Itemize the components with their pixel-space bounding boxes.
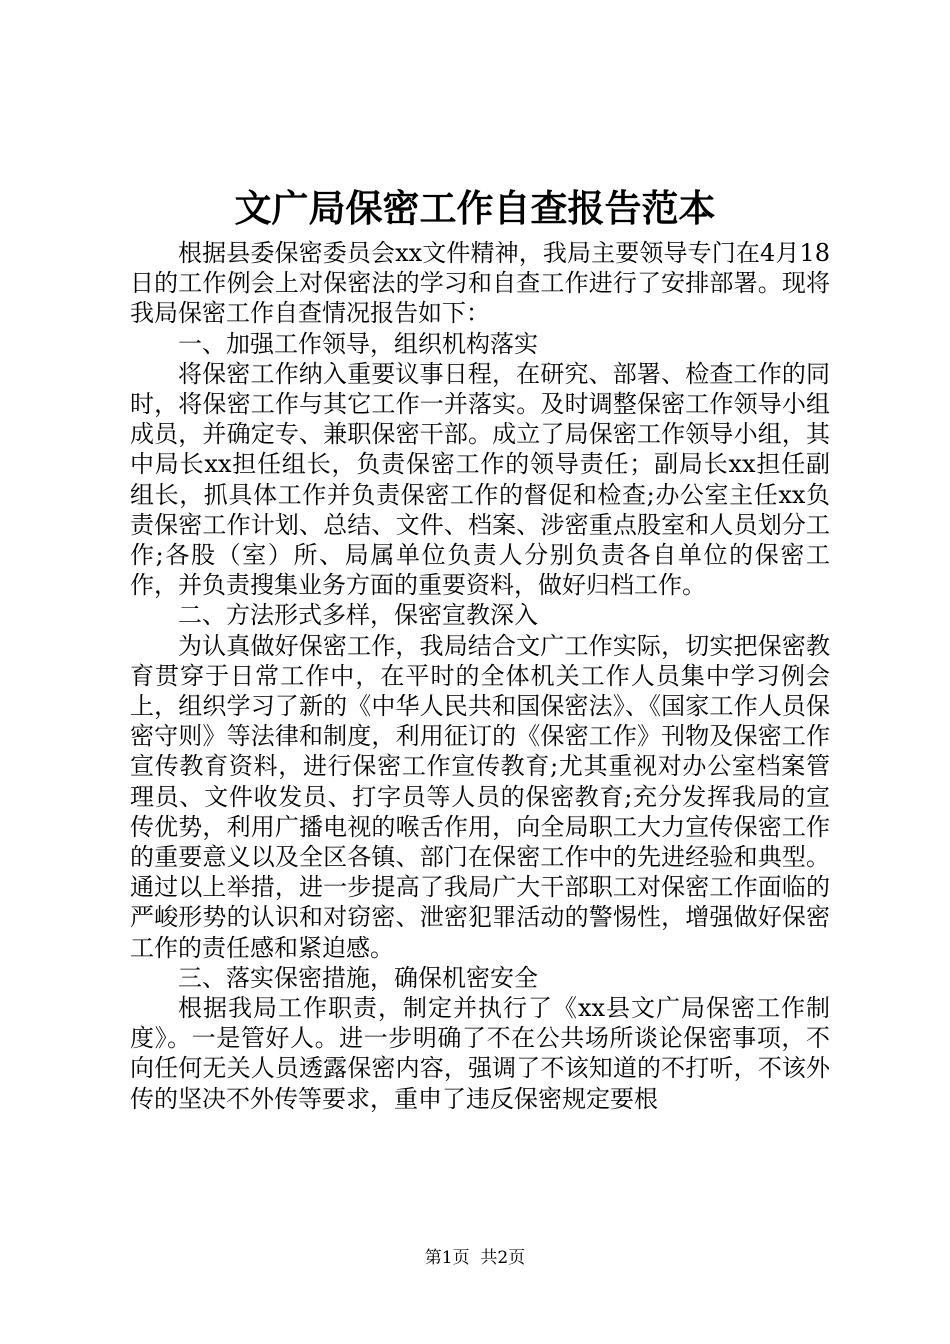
page-footer (0, 1246, 950, 1270)
section-1-heading: 一、加强工作领导，组织机构落实 (178, 329, 538, 358)
section-2-paragraph: 为认真做好保密工作，我局结合文广工作实际，切实把保密教育贯穿于日常工作中，在平时的全体机关工作人员集中学习例会上，组织学习了新的《中华人民共和国保密法》、《国家工作人员保密守则》等法律和制度，利用征订的《保密工作》刊物及保密工作宣传教育资料，进行保密工作宣传教育;尤其重视对办公室档案管理员、文件收发员、打字员等人员的保密教育;充分发挥我局的宣传优势，利用广播电视的喉舌作用，向全局职工大力宣传保密工作的重要意义以及全区各镇、部门在保密工作中的先进经验和典型。通过以上举措，进一步提高了我局广大干部职工对保密工作面临的严峻形势的认识和对窃密、泄密犯罪活动的警惕性，增强做好保密工作的责任感和紧迫感。 (130, 631, 830, 962)
intro-paragraph: 根据县委保密委员会xx文件精神，我局主要领导专门在4月18日的工作例会上对保密法的学习和自查工作进行了安排部署。现将我局保密工作自查情况报告如下： (130, 239, 830, 328)
section-1-paragraph: 将保密工作纳入重要议事日程，在研究、部署、检查工作的同时，将保密工作与其它工作一并落实。及时调整保密工作领导小组成员，并确定专、兼职保密干部。成立了局保密工作领导小组，其中局长xx担任组长，负责保密工作的领导责任；副局长xx担任副组长，抓具体工作并负责保密工作的督促和检查;办公室主任xx负责保密工作计划、总结、文件、档案、涉密重点股室和人员划分工作;各股（室）所、局属单位负责人分别负责各自单位的保密工作，并负责搜集业务方面的重要资料，做好归档工作。 (130, 359, 830, 600)
document-title: 文广局保密工作自查报告范本 (234, 186, 716, 230)
page-total: 共2页 (480, 1248, 526, 1268)
section-3-paragraph: 根据我局工作职责，制定并执行了《xx县文广局保密工作制度》。一是管好人。进一步明确了不在公共场所谈论保密事项，不向任何无关人员透露保密内容，强调了不该知道的不打听，不该外传的坚决不外传等要求，重申了违反保密规定要根 (130, 994, 830, 1113)
document-body (130, 238, 830, 1114)
section-3-heading: 三、落实保密措施，确保机密安全 (178, 963, 538, 992)
section-2-heading: 二、方法形式多样，保密宣教深入 (178, 601, 538, 630)
page-number: 第1页 (424, 1248, 470, 1268)
